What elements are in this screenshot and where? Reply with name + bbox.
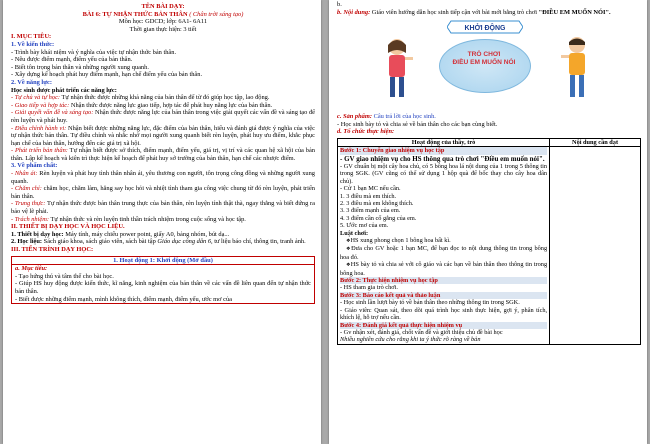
table-cell-empty: [550, 147, 641, 344]
knowledge-item: - Xây dựng kế hoạch phát huy điểm mạnh, hạn chế điểm yếu của bản thân.: [11, 71, 203, 79]
step-heading: Bước 1: Chuyển giao nhiệm vụ học tập: [340, 147, 547, 154]
time-line: Thời gian thực hiện: 3 tiết: [129, 25, 197, 33]
banner-shape: [447, 19, 523, 35]
objective-item: - Giúp HS huy động được kiến thức, kĩ năng, kinh nghiệm của bản thân về các vấn đề liên quan đến tự nhận thức bản thân.: [15, 280, 311, 295]
activity-box-title: 1. Hoạt động 1: Khởi động (Mở đầu): [12, 257, 314, 266]
competence-item: - Điều chỉnh hành vi: Nhận biết được những năng lực, đặc điểm của bản thân, hiểu và đánh giá được ý nghĩa của việc tự nhận thức bản thân. Tự điều chỉnh và nhắc nhở mọi người xung quanh biết rèn luyện, phát huy ưu điểm, khắc phục hạn chế của bản thân, hướng đến các giá trị xã hội.: [11, 124, 315, 147]
list-item: 4. 3 điểm cần cố gắng của em.: [340, 214, 417, 222]
game-circle-text: TRÒ CHƠI ĐIỀU EM MUỐN NÓI: [452, 51, 516, 67]
step-text: - Giáo viên: Quan sát, theo dõi quá trình học sinh thực hiện, gợi ý, phân tích, khích lệ, hỗ trợ nếu cần.: [340, 306, 548, 322]
list-item: 5. Ước mơ của em.: [340, 222, 389, 230]
objective-label: a. Mục tiêu:: [15, 265, 48, 273]
quality-item: - Nhân ái: Rèn luyện và phát huy tình thân nhân ái, yêu thương con người, tôn trọng công đồng và những người xung quanh.: [11, 170, 315, 185]
step-heading: Bước 2: Thực hiện nhiệm vụ học tập: [340, 277, 547, 284]
table-row: [338, 147, 641, 344]
girl-illustration-icon: [377, 35, 417, 105]
competence-item: - Giải quyết vấn đề và sáng tạo: Nhận thức được năng lực của bản thân trong việc giải quyết các vấn đề và sáng tạo để rèn luyện và phát huy.: [11, 109, 315, 124]
list-item: 1. 3 điều mà em thích.: [340, 192, 397, 200]
subject-line: Môn học: GDCD; lớp: 6A1- 6A11: [118, 18, 208, 26]
competence-item: - Giao tiếp và hợp tác: Nhận thức được năng lực giao tiếp, hợp tác để phát huy năng lực của bản thân.: [11, 101, 273, 109]
section-objectives: I. MỤC TIÊU:: [11, 33, 52, 41]
section-process: III. TIẾN TRÌNH DẠY HỌC:: [11, 246, 94, 253]
quality-item: - Trung thực: Tự nhận thức được bản thân trung thực của bản thân, rèn luyện tính thật thà, ngay thẳng và biết đứng ra bảo vệ lẽ phải.: [11, 200, 315, 216]
competence-item: - Tự chủ và tự học: Tự nhận thức được những khả năng của bản thân để từ đó giúp học tập, lao động.: [11, 94, 270, 102]
knowledge-item: - Nêu được điểm mạnh, điểm yếu của bản thân.: [11, 56, 133, 64]
step-text: - HS tham gia trò chơi.: [340, 284, 398, 292]
equipment-item: 1. Thiết bị dạy học: Máy tính, máy chiếu power point, giấy A0, bảng nhóm, bút dạ...: [11, 230, 230, 238]
game-illustration: [337, 19, 641, 111]
rule-item: ❖ HS bày tỏ và chia sẻ với cô giáo và các bạn về bản thân theo thông tin trong bông hoa.: [340, 261, 547, 277]
step-heading: Bước 3: Báo cáo kết quả và thảo luận: [340, 292, 547, 299]
step-text: - GV chuẩn bị một cây hoa chủ, có 5 bông hoa lá nội dung của 1 trong 5 thông tin trong SGK. (GV cũng có thể sử dụng 1 hộp quà để bốc thay cho cây hoa dân chủ).: [340, 162, 548, 185]
activity-box-body: [12, 265, 314, 303]
table-cell: [338, 147, 550, 344]
product-detail: - Học sinh bày tỏ và chia sẻ về bản thân cho các bạn cùng biết.: [337, 120, 498, 128]
list-item: 2. 3 điều mà em không thích.: [340, 200, 414, 208]
step-heading: Bước 4: Đánh giá kết quả thực hiện nhiệm vụ: [340, 322, 547, 329]
activity-table: [337, 138, 641, 345]
table-header-cell: Nội dung cần đạt: [550, 138, 641, 146]
banner-text: KHỞI ĐỘNG: [464, 25, 506, 33]
list-item: 3. 3 điểm mạnh của em.: [340, 207, 401, 215]
boy-illustration-icon: [557, 33, 597, 105]
quality-item: - Trách nhiệm: Tự nhận thức và rèn luyện tinh thần trách nhiệm trong cuộc sống và học tập.: [11, 215, 246, 223]
table-header-cell: Hoạt động của thầy, trò: [338, 138, 550, 146]
knowledge-item: - Trình bày khái niệm và ý nghĩa của việc tự nhận thức bản thân.: [11, 48, 177, 56]
quality-item: - Chăm chỉ: chăm học, chăm làm, hăng say học hỏi và nhiệt tình tham gia công việc chung từ đó rèn luyện, phát triển bản thân.: [11, 185, 315, 200]
lesson-label: TÊN BÀI DẠY:: [141, 3, 185, 10]
lesson-title-line: [11, 11, 315, 19]
step-text: Nhiều nghiên cứu cho rằng khi ta ý thức rõ ràng về bản: [340, 336, 481, 344]
competence-heading: Học sinh được phát triển các năng lực:: [11, 86, 117, 94]
lesson-series: ( Chân trời sáng tạo): [187, 10, 244, 18]
content-paragraph: b. Nội dung: Giáo viên hướng dẫn học sinh tiếp cận với bài mới bằng trò chơi "ĐIỀU EM MUỐN NÓI".: [337, 8, 611, 16]
table-header-row: [338, 138, 641, 146]
product-line: c. Sản phẩm: Câu trả lời của học sinh.: [337, 113, 436, 121]
subsection-qualities: 3. Về phẩm chất:: [11, 162, 58, 170]
objective-item: - Biết được những điểm mạnh, mình không thích, điểm mạnh, điểm yếu, ước mơ của: [15, 295, 233, 303]
rules-label: Luật chơi:: [340, 229, 369, 237]
activity-box: [11, 256, 315, 305]
step-text: - GV giao nhiệm vụ cho HS thông qua trò chơi "Điều em muốn nói".: [340, 154, 545, 163]
rule-item: ❖ Đưa cho GV hoặc 1 bạn MC, để bạn đọc to nội dung thông tin trong bông hoa đó.: [340, 245, 547, 261]
page2-top-fragment: b.: [337, 1, 342, 8]
step-text: - Học sinh lần lượt bày tỏ về bản thân theo những thông tin trong SGK.: [340, 299, 520, 307]
knowledge-item: - Biết tôn trọng bản thân và những người xung quanh.: [11, 63, 149, 71]
document-page-2: [329, 0, 647, 444]
lesson-title: BÀI 6: TỰ NHẬN THỨC BẢN THÂN: [82, 10, 188, 18]
section-equipment: II. THIẾT BỊ DẠY HỌC VÀ HỌC LIỆU.: [11, 223, 125, 231]
subsection-competence: 2. Về năng lực:: [11, 78, 52, 86]
subsection-knowledge: 1. Về kiến thức:: [11, 40, 55, 48]
organization-label: d. Tổ chức thực hiện:: [337, 128, 395, 136]
materials-item: 2. Học liệu: Sách giáo khoa, sách giáo viên, sách bài tập Giáo dục công dân 6, tư liệu báo chí, thông tin, tranh ảnh.: [11, 238, 306, 246]
step-text: - Cử 1 bạn MC nếu cần.: [340, 185, 401, 193]
competence-item: - Phát triển bản thân: Tự nhận biết được sở thích, điểm mạnh, điểm yếu, giá trị, vị trí và các quan hệ xã hội của bản thân. Lập kế hoạch và kiên trì thực hiện kế hoạch để phát huy sở trường của bản thân, hạn chế các nhược điểm.: [11, 147, 316, 162]
objective-item: - Tạo hứng thú và tâm thế cho bài học.: [15, 272, 114, 280]
document-page-1: [3, 0, 321, 444]
step-text: - Gv nhận xét, đánh giá, chốt vấn đề và giới thiệu chủ đề bài học: [340, 328, 503, 336]
rule-item: ❖ HS xung phong chọn 1 bông hoa bất kì.: [340, 237, 547, 245]
